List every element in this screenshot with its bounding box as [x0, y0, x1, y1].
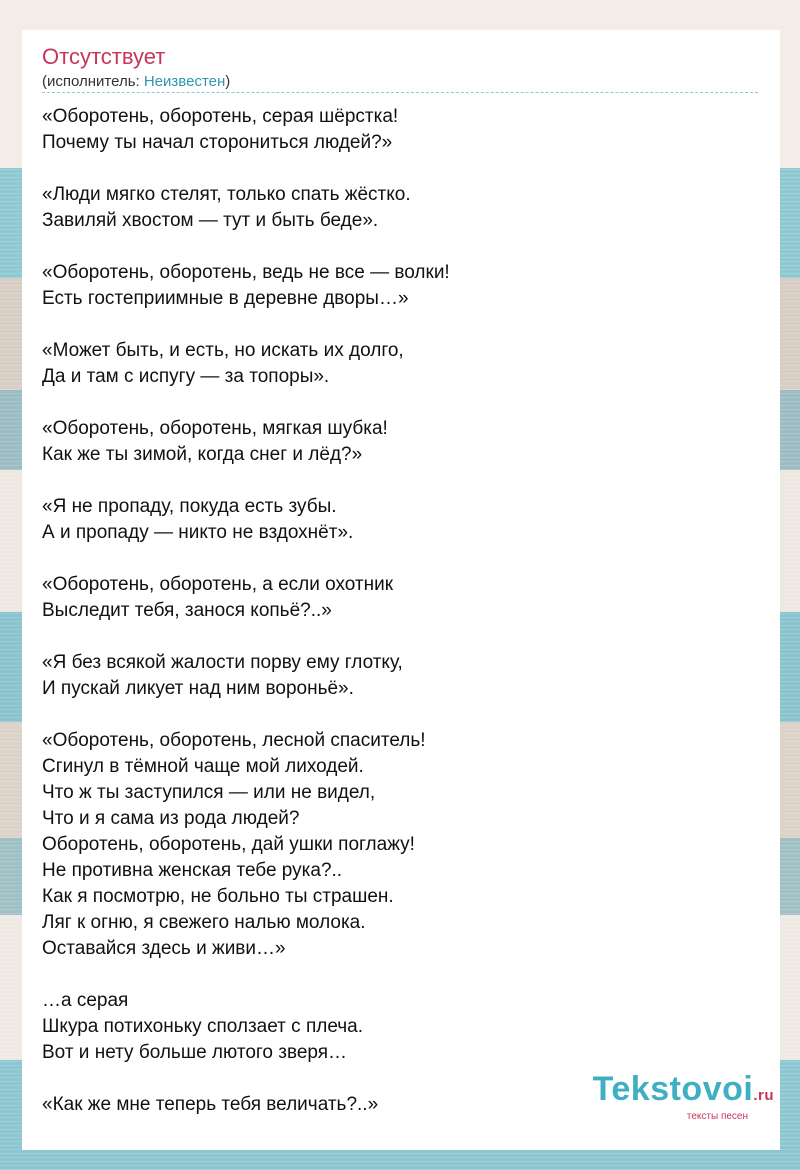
lyric-line: Почему ты начал сторониться людей?»	[42, 132, 393, 153]
lyric-line: …а серая	[42, 990, 129, 1011]
lyric-line: «Оборотень, оборотень, лесной спаситель!	[42, 730, 426, 751]
lyric-line: Как же ты зимой, когда снег и лёд?»	[42, 444, 363, 465]
lyric-line: Что и я сама из рода людей?	[42, 808, 300, 829]
artist-suffix: )	[225, 73, 231, 90]
lyric-line: «Оборотень, оборотень, серая шёрстка!	[42, 106, 399, 127]
song-title: Отсутствует	[42, 44, 166, 69]
stanza-break	[42, 962, 758, 988]
stanza-break	[42, 624, 758, 650]
lyric-line: «Как же мне теперь тебя величать?..»	[42, 1094, 379, 1115]
lyric-line: Не противна женская тебе рука?..	[42, 860, 343, 881]
lyric-line: Есть гостеприимные в деревне дворы…»	[42, 288, 409, 309]
lyric-line: Сгинул в тёмной чаще мой лиходей.	[42, 756, 364, 777]
lyrics-text	[42, 104, 758, 1118]
title-divider	[42, 92, 758, 93]
lyric-line: Ляг к огню, я свежего налью молока.	[42, 912, 366, 933]
stanza-break	[42, 156, 758, 182]
lyric-line: Да и там с испугу — за топоры».	[42, 366, 330, 387]
artist-prefix: (исполнитель:	[42, 73, 144, 90]
logo-name: Tekstovoi	[592, 1070, 754, 1108]
lyric-line: «Может быть, и есть, но искать их долго,	[42, 340, 404, 361]
lyric-line: А и пропаду — никто не вздохнёт».	[42, 522, 354, 543]
logo-tagline: тексты песен	[686, 1111, 748, 1122]
artist-link[interactable]: Неизвестен	[143, 73, 226, 90]
lyric-line: Как я посмотрю, не больно ты страшен.	[42, 886, 394, 907]
stanza-break	[42, 546, 758, 572]
logo-domain: .ru	[753, 1087, 774, 1104]
lyric-line: «Люди мягко стелят, только спать жёстко.	[42, 184, 411, 205]
stanza-break	[42, 468, 758, 494]
lyric-line: Что ж ты заступился — или не видел,	[42, 782, 376, 803]
stanza-break	[42, 702, 758, 728]
lyric-line: «Оборотень, оборотень, мягкая шубка!	[42, 418, 388, 439]
stanza-break	[42, 234, 758, 260]
stanza-break	[42, 390, 758, 416]
lyric-line: «Оборотень, оборотень, ведь не все — волки!	[42, 262, 450, 283]
site-logo[interactable]	[593, 1072, 774, 1122]
stanza-break	[42, 312, 758, 338]
lyric-line: Вот и нету больше лютого зверя…	[42, 1042, 348, 1063]
artist-line	[42, 73, 230, 91]
lyric-line: Оборотень, оборотень, дай ушки поглажу!	[42, 834, 415, 855]
lyric-line: Завиляй хвостом — тут и быть беде».	[42, 210, 379, 231]
lyric-line: «Я без всякой жалости порву ему глотку,	[42, 652, 403, 673]
lyric-line: «Я не пропаду, покуда есть зубы.	[42, 496, 337, 517]
lyric-line: Выследит тебя, занося копьё?..»	[42, 600, 332, 621]
lyric-line: И пускай ликует над ним вороньё».	[42, 678, 354, 699]
lyric-line: Шкура потихоньку сползает с плеча.	[42, 1016, 363, 1037]
lyrics-card	[22, 30, 780, 1150]
lyric-line: «Оборотень, оборотень, а если охотник	[42, 574, 394, 595]
lyric-line: Оставайся здесь и живи…»	[42, 938, 286, 959]
